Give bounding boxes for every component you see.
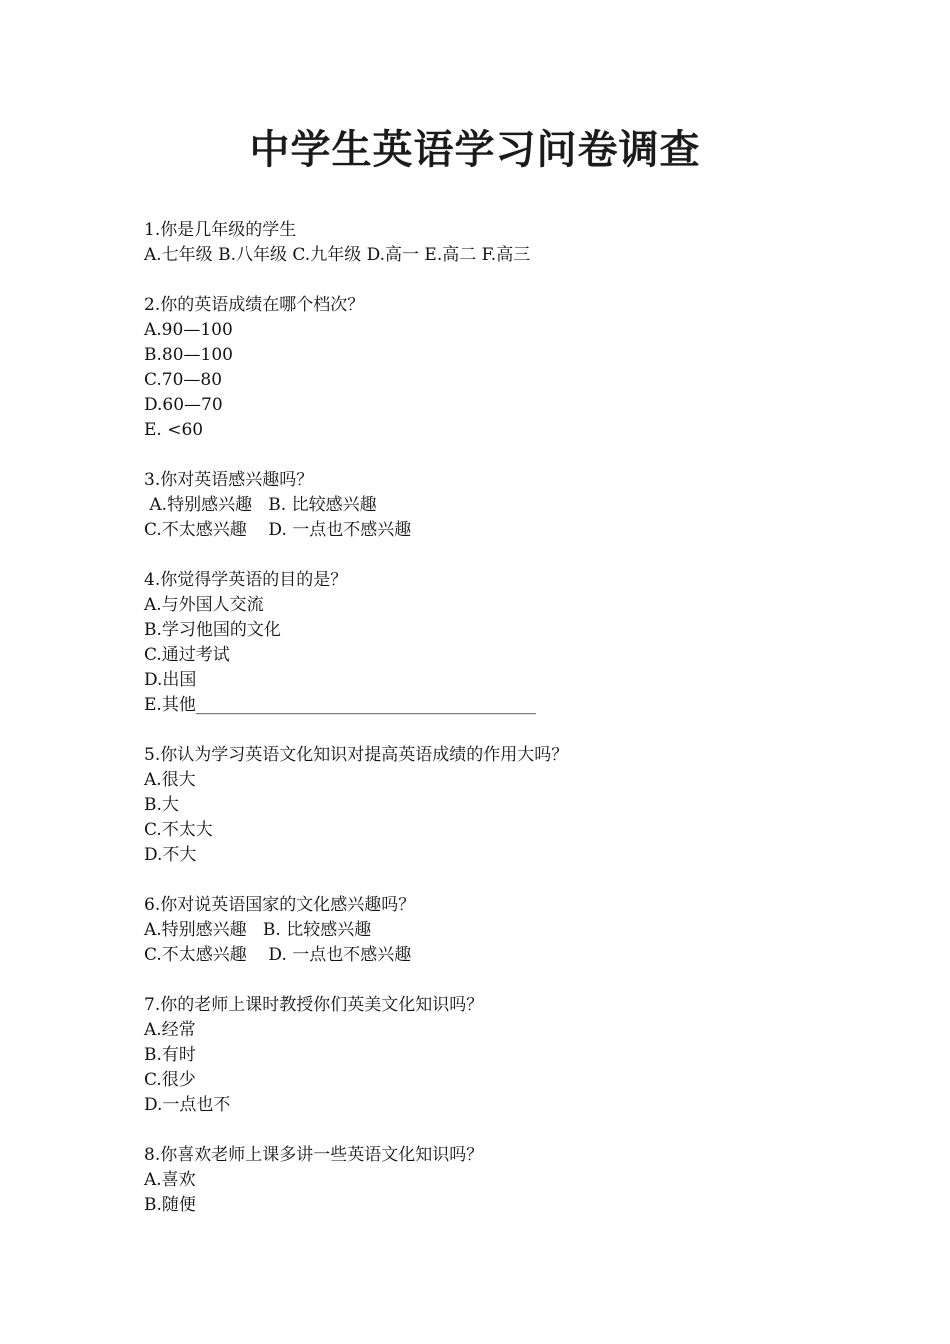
question-text: 6.你对说英语国家的文化感兴趣吗？ xyxy=(144,895,416,915)
answer-option: A.喜欢 xyxy=(144,1170,196,1190)
answer-option-other-blank: E.其他________________________________________ xyxy=(144,695,536,715)
answer-options: A.特别感兴趣 B. 比较感兴趣 xyxy=(144,920,372,940)
answer-option: B.80—100 xyxy=(144,345,233,365)
question-text: 8.你喜欢老师上课多讲一些英语文化知识吗？ xyxy=(144,1145,484,1165)
question-text: 4.你觉得学英语的目的是？ xyxy=(144,570,348,590)
answer-option: A.很大 xyxy=(144,770,196,790)
answer-option: B.学习他国的文化 xyxy=(144,620,281,640)
page-title: 中学生英语学习问卷调查 xyxy=(249,127,701,173)
answer-option: C.不太大 xyxy=(144,820,213,840)
questionnaire-body xyxy=(144,218,844,1243)
answer-option: B.大 xyxy=(144,795,179,815)
answer-options: A.特别感兴趣 B. 比较感兴趣 xyxy=(144,495,377,515)
question-5 xyxy=(144,743,844,868)
answer-option: C.70—80 xyxy=(144,370,223,390)
answer-option: B.有时 xyxy=(144,1045,196,1065)
answer-option: C.很少 xyxy=(144,1070,196,1090)
answer-options: C.不太感兴趣 D. 一点也不感兴趣 xyxy=(144,945,412,965)
answer-options: A.七年级 B.八年级 C.九年级 D.高一 E.高二 F.高三 xyxy=(144,245,531,265)
question-1 xyxy=(144,218,844,268)
question-4 xyxy=(144,568,844,718)
question-text: 3.你对英语感兴趣吗？ xyxy=(144,470,314,490)
question-3 xyxy=(144,468,844,543)
answer-option: A.与外国人交流 xyxy=(144,595,264,615)
answer-option: D.60—70 xyxy=(144,395,223,415)
answer-option: C.通过考试 xyxy=(144,645,230,665)
answer-option: A.90—100 xyxy=(144,320,233,340)
question-6 xyxy=(144,893,844,968)
answer-option: D.出国 xyxy=(144,670,197,690)
question-7 xyxy=(144,993,844,1118)
question-text: 5.你认为学习英语文化知识对提高英语成绩的作用大吗？ xyxy=(144,745,569,765)
answer-option: D.一点也不 xyxy=(144,1095,231,1115)
answer-option: B.随便 xyxy=(144,1195,196,1215)
answer-option: E. <60 xyxy=(144,420,204,440)
question-8 xyxy=(144,1143,844,1218)
answer-options: C.不太感兴趣 D. 一点也不感兴趣 xyxy=(144,520,412,540)
question-text: 1.你是几年级的学生 xyxy=(144,220,297,240)
answer-option: D.不大 xyxy=(144,845,197,865)
question-2 xyxy=(144,293,844,443)
question-text: 2.你的英语成绩在哪个档次？ xyxy=(144,295,365,315)
answer-option: A.经常 xyxy=(144,1020,196,1040)
question-text: 7.你的老师上课时教授你们英美文化知识吗？ xyxy=(144,995,484,1015)
